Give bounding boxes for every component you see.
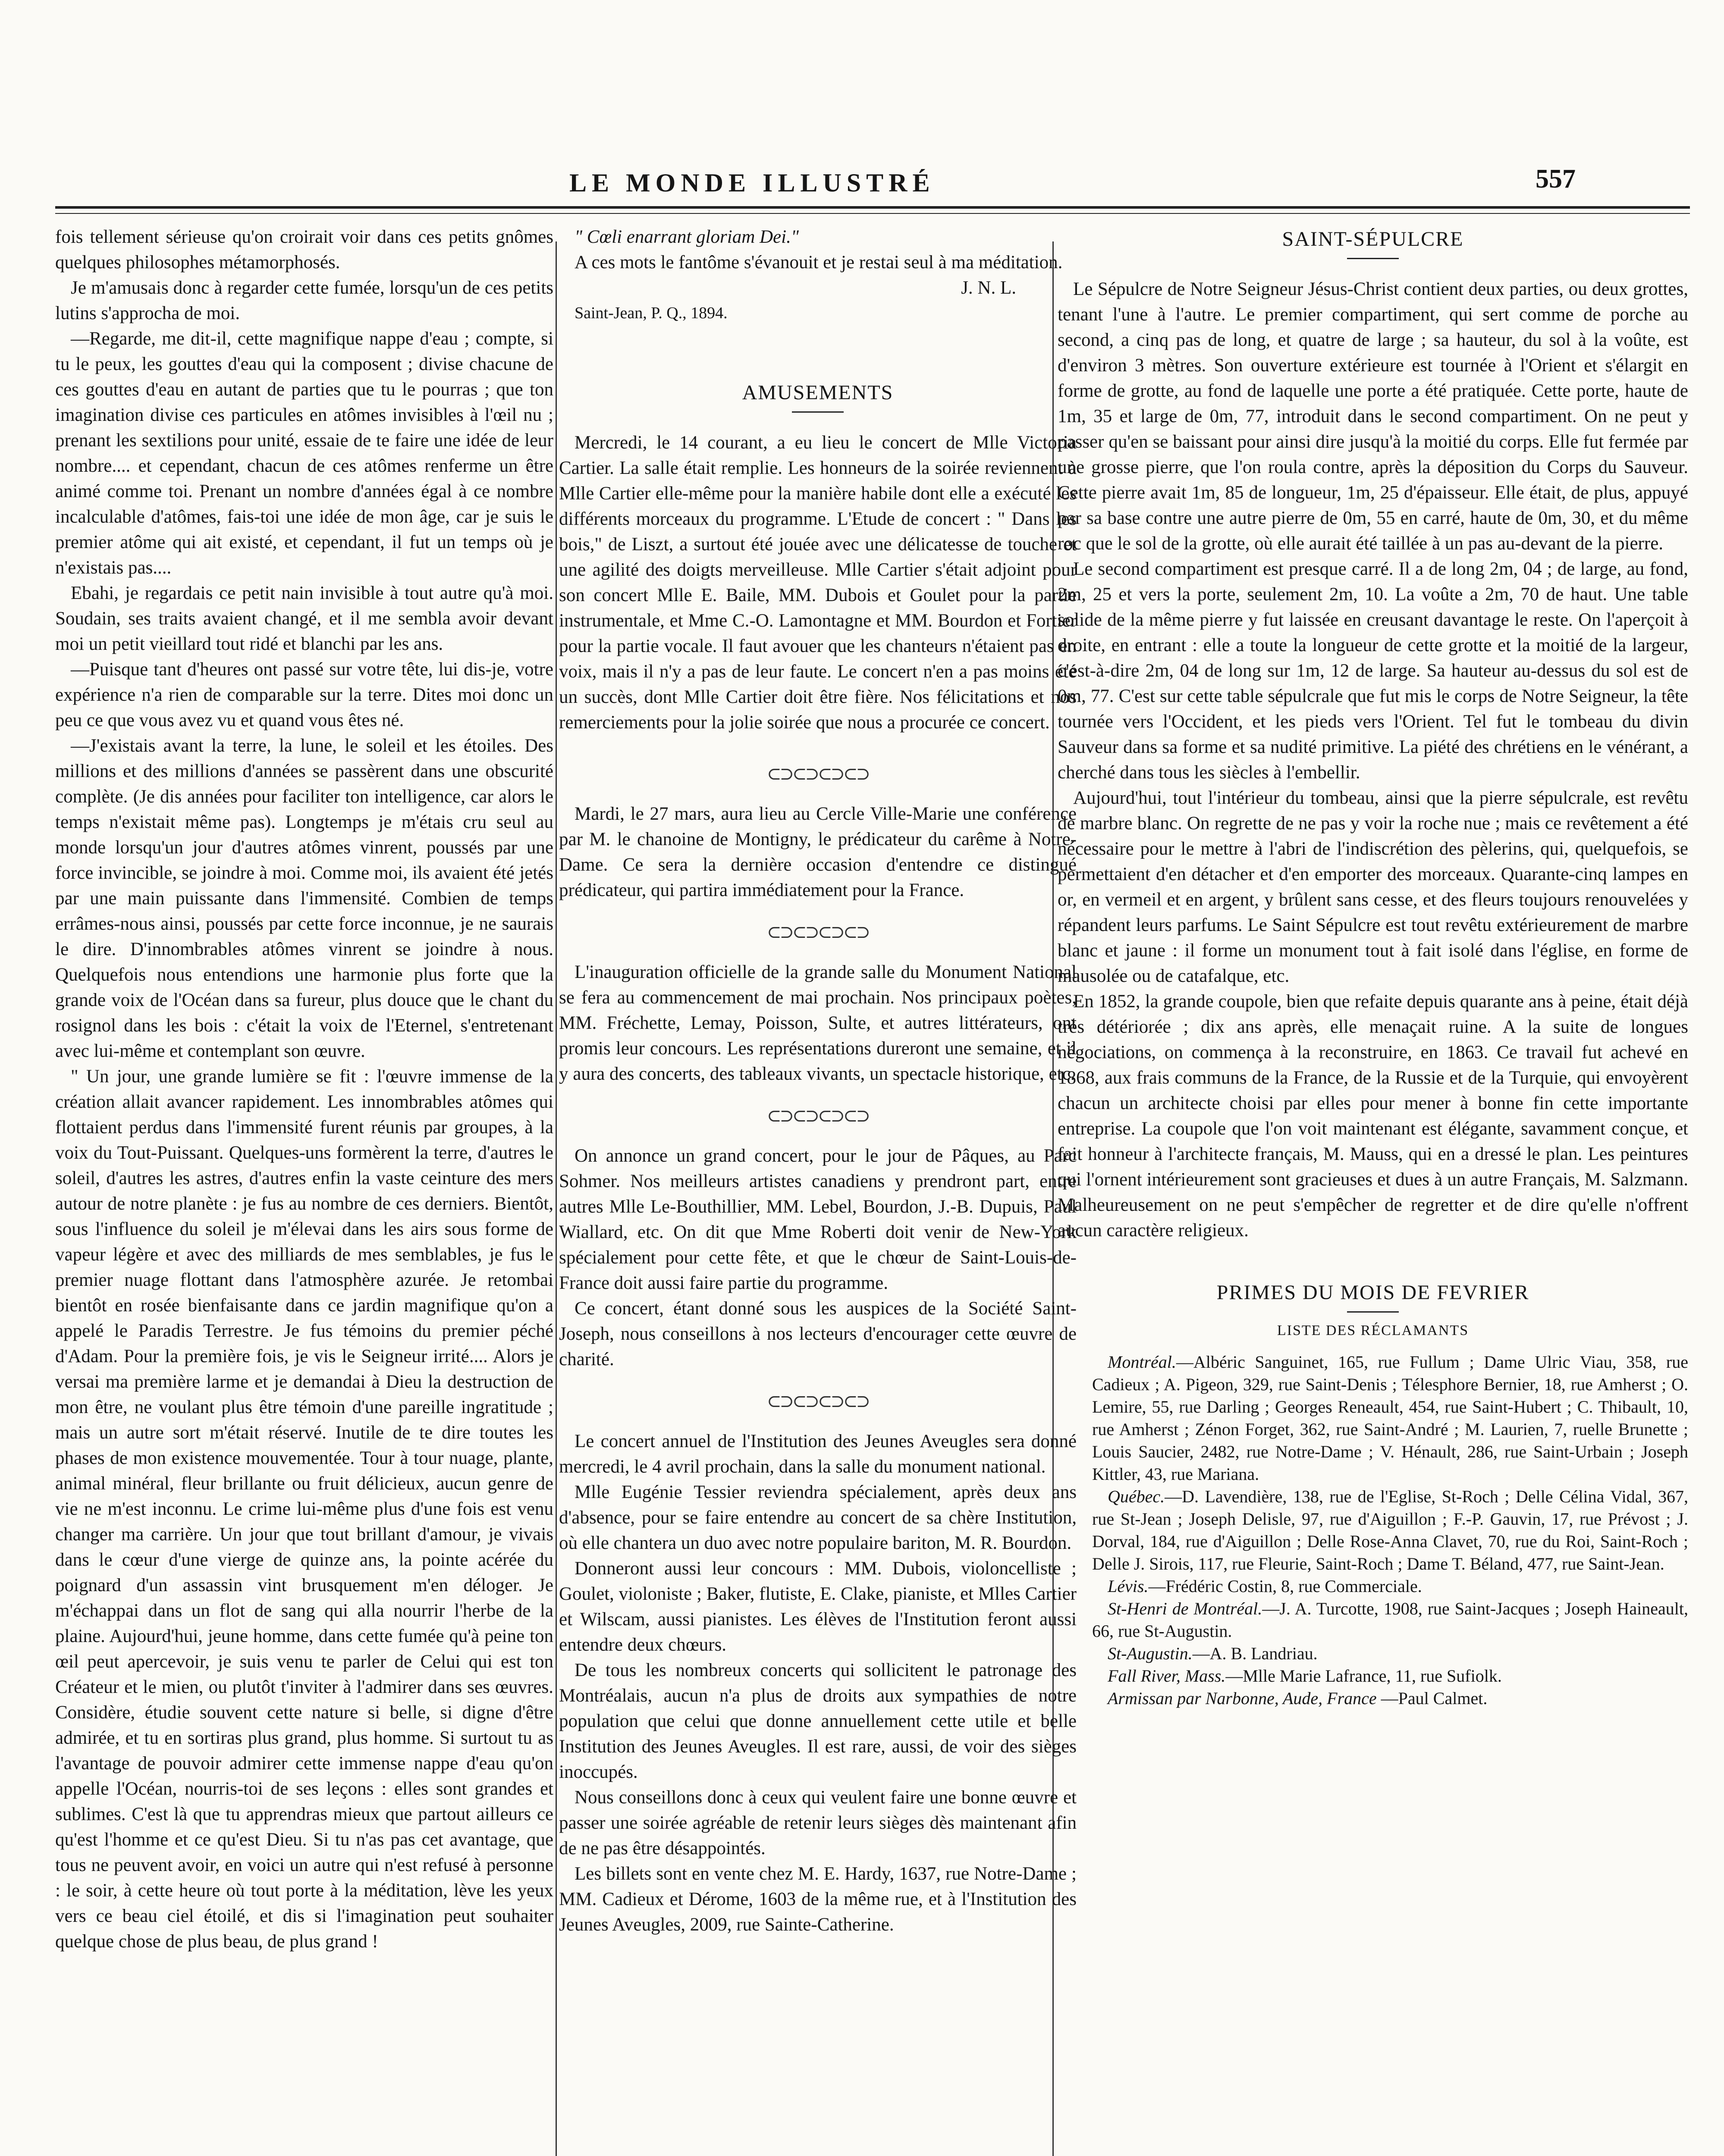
author-signature: J. N. L. (961, 278, 1016, 298)
header-rule-thin (55, 213, 1690, 214)
claimant-names: —J. A. Turcotte, 1908, rue Saint-Jacques ; Joseph Haineault, 66, rue St-Augustin. (1092, 1599, 1689, 1641)
section-title-saint-sepulcre: SAINT-SÉPULCRE (1282, 228, 1464, 251)
paragraph: —Regarde, me dit-il, cette magnifique nappe d'eau ; compte, si tu le peux, les gouttes d'eau qui la composent ; divise chacune de ces gouttes d'eau en autant de parties que tu le pourras ; que ton imagination divise ces particules en atômes invisibles à l'œil nu ; prenant les sextilions pour unité, essaie de te faire une idée de leur nombre.... et cependant, chacun de ces atômes renferme un être animé comme toi. Prenant un nombre d'années égal à ce nombre incalculable d'atômes, fais-toi une idée de mon âge, car je suis le premier atôme qui ait existé, et cependant, il fut un temps où je n'existais pas.... (55, 329, 553, 578)
claimant-names: —Frédéric Costin, 8, rue Commerciale. (1148, 1576, 1422, 1596)
title-dash (792, 411, 844, 413)
paragraph: L'inauguration officielle de la grande salle du Monument National se fera au commencement de mai prochain. Nos principaux poètes, MM. Fréchette, Lemay, Poisson, Sulte, et autres littérateurs, ont promis leur concours. Les représentations dureront une semaine, et il y aura des concerts, des tableaux vivants, un spectacle historique, etc. (559, 962, 1077, 1084)
claimant-names: —A. B. Landriau. (1192, 1644, 1318, 1663)
paragraph: Les billets sont en vente chez M. E. Hardy, 1637, rue Notre-Dame ; MM. Cadieux et Dérome, 1603 de la même rue, et à l'Institution des Jeunes Aveugles, 2009, rue Sainte-Catherine. (559, 1864, 1077, 1935)
paragraph: Le Sépulcre de Notre Seigneur Jésus-Christ contient deux parties, ou deux grottes, tenant l'une à l'autre. Le premier compartiment, qui sert comme de porche au second, a cinq pas de long, et quatre de large ; sa hauteur, du sol à la voûte, est d'environ 3 mètres. Son ouverture extérieure est tournée à l'Orient et s'élargit en forme de grotte, au fond de laquelle une porte a été pratiquée. Cette porte, haute de 1m, 35 et large de 0m, 77, introduit dans le second compartiment. On ne peut y passer qu'en se baissant pour ainsi dire jusqu'à la moitié du corps. Elle fut fermée par une grosse pierre, que l'on roula contre, après la déposition du Corps du Sauveur. Cette pierre avait 1m, 85 de longueur, 1m, 25 d'épaisseur. Elle était, de plus, appuyé par sa base contre une autre pierre de 0m, 55 en carré, haute de 0m, 30, et du même roc que le sol de la grotte, où elle aurait été taillée à un pas au-devant de la pierre. (1058, 279, 1688, 554)
claimant-entry (1058, 1687, 1688, 1710)
ornament-divider: ⊂⊃⊂⊃⊂⊃⊂⊃ (766, 922, 869, 942)
place-name: Québec. (1108, 1487, 1165, 1506)
place-name: Lévis. (1108, 1576, 1149, 1596)
claimant-names: —Albéric Sanguinet, 165, rue Fullum ; Dame Ulric Viau, 358, rue Cadieux ; A. Pigeon, 329, rue Saint-Denis ; Télesphore Bernier, 18, rue Amherst ; O. Lemire, 55, rue Darling ; Georges Reneault, 454, rue Saint-Hubert ; C. Thibault, 10, rue Amherst ; Zénon Forget, 362, rue Saint-André ; M. Laurien, 7, ruelle Brunette ; Louis Saucier, 2482, rue Notre-Dame ; V. Hénault, 286, rue Saint-Urbain ; Joseph Kittler, 43, rue Mariana. (1092, 1352, 1688, 1484)
paragraph: Nous conseillons donc à ceux qui veulent faire une bonne œuvre et passer une soirée agréable de retenir leurs sièges dès maintenant afin de ne pas être désappointés. (559, 1787, 1077, 1858)
paragraph: fois tellement sérieuse qu'on croirait voir dans ces petits gnômes quelques philosophes métamorphosés. (55, 227, 553, 273)
paragraph: On annonce un grand concert, pour le jour de Pâques, au Parc Sohmer. Nos meilleurs artistes canadiens y prendront part, entre autres Mlle Le-Bouthillier, MM. Lebel, Bourdon, J.-B. Dupuis, Paul Wiallard, etc. On dit que Mme Roberti doit venir de New-York spécialement pour cette fête, et que le chœur de Saint-Louis-de-France doit aussi faire partie du programme. (559, 1146, 1077, 1293)
header-rule-thick (55, 206, 1690, 209)
column-divider-left (556, 241, 557, 2156)
subtitle-claimants: LISTE DES RÉCLAMANTS (1277, 1322, 1469, 1338)
place-name: St-Henri de Montréal. (1108, 1599, 1262, 1618)
place-name: Armissan par Narbonne, Aude, France (1108, 1689, 1377, 1708)
latin-quote: " Cœli enarrant gloriam Dei." (575, 227, 799, 247)
paragraph: Mardi, le 27 mars, aura lieu au Cercle Ville-Marie une conférence par M. le chanoine de Montigny, le prédicateur du carême à Notre-Dame. Ce sera la dernière occasion d'entendre ce distingué prédicateur, qui partira immédiatement pour la France. (559, 804, 1077, 900)
title-dash (1347, 258, 1399, 259)
column-middle (559, 224, 1077, 1937)
paragraph: " Un jour, une grande lumière se fit : l'œuvre immense de la création allait avancer rapidement. Les innombrables atômes qui flottaient perdus dans l'immensité furent réunis par groupes, à la voix du Tout-Puissant. Quelques-uns formèrent la terre, d'autres le soleil, d'autres les astres, d'autres enfin la vaste ceinture des mers autour de notre planète : je fus au nombre de ces derniers. Bientôt, sous l'influence du soleil je m'élevai dans les airs sous forme de vapeur légère et avec des milliards de mes semblables, je fus le premier nuage flottant dans l'atmosphère azurée. Je retombai bientôt en rosée bienfaisante dans ce jardin magnifique qu'on a appelé le Paradis Terrestre. Je fus témoins du premier péché d'Adam. Pour la première fois, je vis le Seigneur irrité.... Alors je versai ma première larme et je demandai à Dieu la destruction de mon être, ne voulant plus être témoin d'une pareille ingratitude ; mais un autre sort m'était réservé. Inutile de te dire toutes les phases de mon existence mouvementée. Tour à tour nuage, plante, animal minéral, fleur brillante ou fruit délicieux, aucun genre de vie ne m'est inconnu. Le crime lui-même plus d'une fois est venu changer ma carrière. Un jour que tout brillant d'amour, je vivais dans le cœur d'une vierge de quinze ans, la pointe acérée du poignard d'un assassin vint brusquement m'en déloger. Je m'échappai dans un flot de sang qui alla nourrir l'herbe de la plaine. Aujourd'hui, jeune homme, dans cette fumée qu'à peine ton œil peut apercevoir, je suis venu te parler de Celui qui est ton Créateur et le mien, ou plutôt t'inviter à l'admirer dans ses œuvres. Considère, étudie souvent cette nature si belle, si digne d'être admirée, et tu en sortiras plus grand, plus homme. Si surtout tu as l'avantage de pouvoir admirer cette immense nappe d'eau qu'on appelle l'Océan, nourris-toi de ses leçons : elles sont grandes et sublimes. C'est là que tu apprendras mieux que partout ailleurs ce qu'est l'homme et ce qu'est Dieu. Si tu n'as pas cet avantage, que tous ne peuvent avoir, en voici un autre qui n'est refusé à personne : le soir, à cette heure où tout porte à la méditation, lève les yeux vers ce beau ciel étoilé, et dis si l'imagination peut souhaiter quelque chose de plus beau, de plus grand ! (55, 1066, 553, 1952)
dateline: Saint-Jean, P. Q., 1894. (575, 304, 728, 322)
claimant-names: —D. Lavendière, 138, rue de l'Eglise, St-Roch ; Delle Célina Vidal, 367, rue St-Jean ; Joseph Delisle, 97, rue d'Aiguillon ; F.-P. Gauvin, 17, rue Prévost ; J. Dorval, 184, rue d'Aiguillon ; Delle Rose-Anna Clavet, 70, rue du Roi, Saint-Roch ; Delle J. Sirois, 117, rue Fleurie, Saint-Roch ; Dame T. Béland, 477, rue Saint-Jean. (1092, 1487, 1688, 1573)
paragraph: Ce concert, étant donné sous les auspices de la Société Saint-Joseph, nous conseillons à nos lecteurs d'encourager cette œuvre de charité. (559, 1298, 1077, 1369)
claimant-entry (1058, 1665, 1688, 1687)
column-left (55, 224, 553, 1954)
section-title-amusements: AMUSEMENTS (742, 381, 894, 404)
paragraph: Aujourd'hui, tout l'intérieur du tombeau, ainsi que la pierre sépulcrale, est revêtu de marbre blanc. On regrette de ne pas y voir la roche nue ; mais ce revêtement a été nécessaire pour le mettre à l'abri de l'indiscrétion des pèlerins, qui, quelquefois, se permettaient d'en détacher et d'en emporter des morceaux. Quarante-cinq lampes en or, en vermeil et en argent, y brûlent sans cesse, et des fleurs toujours renouvelées y répandent leurs parfums. Le Saint Sépulcre est tout revêtu extérieurement de marbre blanc et jaune : il forme un monument tout à fait isolé dans l'église, en forme de mausolée ou de catafalque, etc. (1058, 788, 1688, 986)
paragraph: —J'existais avant la terre, la lune, le soleil et les étoiles. Des millions et des millions d'années se passèrent dans une obscurité complète. (Je dis années pour faciliter ton intelligence, car alors le temps n'existait même pas). Longtemps je m'étais cru seul au monde lorsqu'un jour d'autres atômes vinrent, poussés par une force invincible, se joindre à moi. Comme moi, ils avaient été jetés par une main puissante dans l'immensité. Combien de temps errâmes-nous ainsi, poussés par cette force inconnue, je ne saurais le dire. D'innombrables atômes vinrent se joindre à nous. Quelquefois nous entendions une harmonie plus forte que la grande voix de l'Océan dans sa fureur, plus douce que le chant du rosignol dans les bois : c'était la voix de l'Eternel, s'entretenant avec lui-même et contemplant son œuvre. (55, 736, 553, 1061)
title-dash (1347, 1311, 1399, 1313)
paragraph: Le second compartiment est presque carré. Il a de long 2m, 04 ; de large, au fond, 2m, 25 et vers la porte, seulement 2m, 10. La voûte a 2m, 70 de haut. Une table solide de la même pierre y fut laissée en creusant davantage le reste. On l'aperçoit à droite, en entrant : elle a toute la longueur de cette grotte et la moitié de la largeur, c'est-à-dire 2m, 04 de long sur 1m, 12 de large. Sa hauteur au-dessus du sol est de 0m, 77. C'est sur cette table sépulcrale que fut mis le corps de Notre Seigneur, la tête tournée vers l'Occident, et les pieds vers l'Orient. Tel fut le tombeau du divin Sauveur dans sa forme et sa nudité primitive. La piété des chrétiens en le vénérant, a cherché dans tous les siècles à l'embellir. (1058, 559, 1688, 783)
ornament-divider: ⊂⊃⊂⊃⊂⊃⊂⊃ (766, 1391, 869, 1411)
masthead-title: LE MONDE ILLUSTRÉ (569, 169, 935, 197)
ornament-divider: ⊂⊃⊂⊃⊂⊃⊂⊃ (766, 1106, 869, 1125)
closing-paragraph: A ces mots le fantôme s'évanouit et je restai seul à ma méditation. (575, 252, 1063, 273)
paragraph: Ebahi, je regardais ce petit nain invisible à tout autre qu'à moi. Soudain, ses traits avaient changé, et il me sembla avoir devant moi un petit vieillard tout ridé et blanchi par les ans. (55, 583, 553, 654)
claimant-entry (1058, 1485, 1688, 1575)
paragraph: Donneront aussi leur concours : MM. Dubois, violoncelliste ; Goulet, violoniste ; Baker, flutiste, E. Clake, pianiste, et Mlles Cartier et Wilscam, aussi pianistes. Les élèves de l'Institution feront aussi entendre deux chœurs. (559, 1558, 1077, 1655)
claimant-entry (1058, 1351, 1688, 1485)
place-name: St-Augustin. (1108, 1644, 1193, 1663)
paragraph: En 1852, la grande coupole, bien que refaite depuis quarante ans à peine, était déjà très détériorée ; dix ans après, elle menaçait ruine. A la suite de longues négociations, on commença à la reconstruire, en 1863. Ce travail fut achevé en 1868, aux frais communs de la France, de la Russie et de la Turquie, qui envoyèrent chacun un architecte choisi par elles pour mener à bonne fin cette importante entreprise. La coupole que l'on voit maintenant est élégante, savamment conçue, et fait honneur à l'architecte français, M. Mauss, qui en a dressé le plan. Les peintures qui l'ornent intérieurement sont gracieuses et dues à un autre Français, M. Salzmann. Malheureusement on ne peut s'empêcher de regretter et de dire qu'elle n'offrent aucun caractère religieux. (1058, 991, 1688, 1241)
place-name: Fall River, Mass. (1108, 1666, 1226, 1686)
paragraph: —Puisque tant d'heures ont passé sur votre tête, lui dis-je, votre expérience n'a rien de comparable sur la terre. Dites moi donc un peu ce que vous avez vu et quand vous êtes né. (55, 659, 553, 730)
column-right (1058, 224, 1688, 1710)
section-title-primes: PRIMES DU MOIS DE FEVRIER (1216, 1281, 1529, 1304)
claimant-entry (1058, 1598, 1688, 1642)
page-number: 557 (1536, 164, 1576, 194)
claimant-entry (1058, 1575, 1688, 1598)
paragraph: Mlle Eugénie Tessier reviendra spécialement, après deux ans d'absence, pour se faire entendre au concert de sa chère Institution, où elle chantera un duo avec notre populaire bariton, M. R. Bourdon. (559, 1482, 1077, 1553)
place-name: Montréal. (1108, 1352, 1176, 1372)
ornament-divider: ⊂⊃⊂⊃⊂⊃⊂⊃ (766, 764, 869, 783)
paragraph: Mercredi, le 14 courant, a eu lieu le concert de Mlle Victoria Cartier. La salle était remplie. Les honneurs de la soirée reviennent à Mlle Cartier elle-même pour la manière habile dont elle a exécuté les différents morceaux du programme. L'Etude de concert : " Dans les bois," de Liszt, a surtout été jouée avec une délicatesse de touche et une agilité des doigts merveilleuse. Mlle Cartier s'était adjoint pour son concert Mlle E. Baile, MM. Dubois et Goulet pour la partie instrumentale, et Mme C.-O. Lamontagne et MM. Bourdon et Fortier pour la partie vocale. Il faut avouer que les chanteurs n'étaient pas en voix, mais il n'y a pas de leur faute. Le concert n'en a pas moins été un succès, dont Mlle Cartier doit être fière. Nos félicitations et nos remerciements pour la jolie soirée que nous a procurée ce concert. (559, 432, 1077, 733)
claimant-names: —Mlle Marie Lafrance, 11, rue Sufiolk. (1225, 1666, 1502, 1686)
paragraph: De tous les nombreux concerts qui sollicitent le patronage des Montréalais, aucun n'a plus de droits aux sympathies de notre population que celui que donne annuellement cette utile et belle Institution des Jeunes Aveugles. Il est rare, aussi, de voir des sièges inoccupés. (559, 1660, 1077, 1782)
claimant-entry (1058, 1642, 1688, 1665)
claimant-names: —Paul Calmet. (1376, 1689, 1488, 1708)
paragraph: Je m'amusais donc à regarder cette fumée, lorsqu'un de ces petits lutins s'approcha de moi. (55, 278, 553, 323)
paragraph: Le concert annuel de l'Institution des Jeunes Aveugles sera donné mercredi, le 4 avril prochain, dans la salle du monument national. (559, 1431, 1077, 1477)
